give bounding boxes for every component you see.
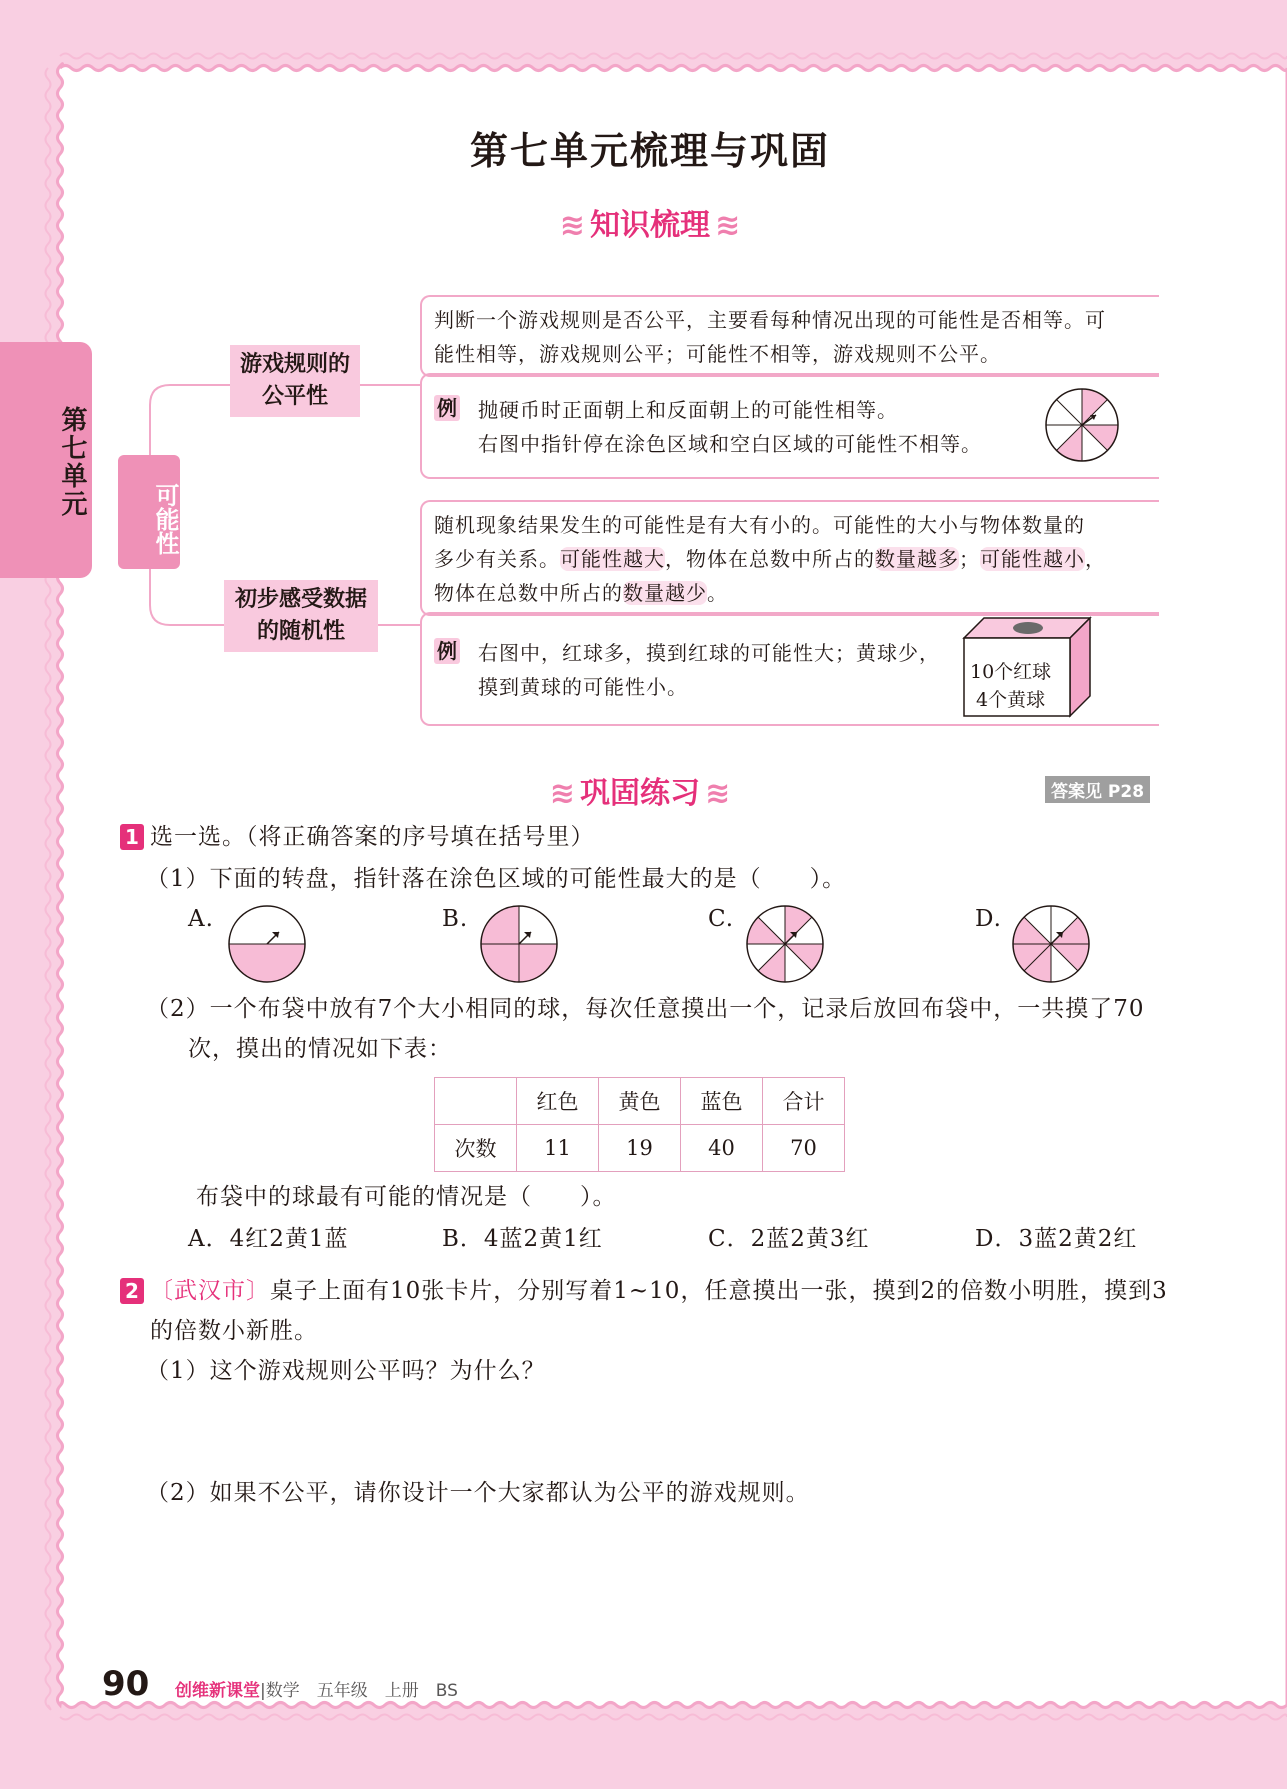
table-row	[435, 1078, 845, 1125]
q1-sub2-line: （2）一个布袋中放有7个大小相同的球，每次任意摸出一个，记录后放回布袋中，一共摸了70	[146, 996, 1145, 1022]
branch-label-line: 游戏规则的	[239, 352, 350, 377]
q1-title: 选一选。（将正确答案的序号填在括号里）	[150, 824, 595, 850]
highlight: 数量越少	[623, 581, 707, 605]
branch-label-line: 公平性	[261, 384, 328, 409]
ball-draw-table	[434, 1077, 845, 1172]
randomness-text-box	[420, 500, 1159, 616]
fairness-text-box	[420, 295, 1159, 377]
ball-box-labels	[970, 658, 1051, 714]
table-cell: 11	[517, 1125, 599, 1172]
randomness-example-line: 右图中，红球多，摸到红球的可能性大；黄球少，	[478, 641, 940, 665]
q2-sub2: （2）如果不公平，请你设计一个大家都认为公平的游戏规则。	[146, 1480, 810, 1506]
knowledge-heading	[545, 200, 755, 244]
unit-side-tab-label: 第七单元	[57, 406, 87, 518]
fairness-example-box	[420, 373, 1159, 479]
randomness-example-line: 摸到黄球的可能性小。	[478, 675, 688, 699]
randomness-text-line: 多少有关系。可能性越大，物体在总数中所占的数量越多；可能性越小，	[434, 547, 1106, 571]
wave-left-icon: ≋	[559, 208, 585, 243]
footer-info: 数学 五年级 上册 BS	[265, 1681, 458, 1701]
center-label-box	[118, 455, 180, 569]
footer-separator: |	[260, 1681, 266, 1701]
practice-heading-label: 巩固练习	[580, 776, 700, 811]
ball-box-label: 10个红球	[970, 661, 1052, 683]
fairness-text-line: 判断一个游戏规则是否公平，主要看每种情况出现的可能性是否相等。可	[434, 308, 1106, 332]
example-tag: 例	[434, 638, 460, 664]
practice-heading	[530, 768, 750, 812]
table-cell: 次数	[435, 1125, 517, 1172]
spinner-option-label: D.	[975, 906, 1002, 932]
randomness-text-line: 物体在总数中所占的数量越少。	[434, 581, 728, 605]
footer-brand: 创维新课堂	[175, 1681, 260, 1701]
branch-label-line: 初步感受数据	[234, 587, 367, 612]
branch-label-fairness	[230, 345, 360, 417]
spinner-d-icon	[1010, 903, 1092, 985]
highlight: 可能性越大	[560, 547, 665, 571]
fairness-example-line: 右图中指针停在涂色区域和空白区域的可能性不相等。	[478, 432, 982, 456]
spinner-option-label: B.	[442, 906, 469, 932]
highlight: 数量越多	[875, 547, 959, 571]
q1-sub2-option: B．4蓝2黄1红	[442, 1226, 603, 1252]
footer-line	[175, 1676, 458, 1701]
spinner-c-icon	[744, 903, 826, 985]
table-header-cell: 黄色	[599, 1078, 681, 1125]
branch-label-randomness	[224, 580, 378, 652]
branch-label-line: 的随机性	[256, 619, 345, 644]
highlight: 可能性越小	[980, 547, 1085, 571]
q1-sub2-option: C．2蓝2黄3红	[708, 1226, 870, 1252]
q1-sub1: （1）下面的转盘，指针落在涂色区域的可能性最大的是（ ）。	[146, 866, 847, 892]
spinner-example-icon	[1042, 385, 1122, 465]
page-number: 90	[102, 1664, 150, 1704]
q1-sub2-line: 次，摸出的情况如下表：	[188, 1036, 452, 1062]
fairness-text-line: 能性相等，游戏规则公平；可能性不相等，游戏规则不公平。	[434, 342, 1001, 366]
answer-reference-badge: 答案见 P28	[1045, 776, 1150, 803]
fairness-example-line: 抛硬币时正面朝上和反面朝上的可能性相等。	[478, 398, 898, 422]
q1-sub2-option: A．4红2黄1蓝	[188, 1226, 349, 1252]
unit-side-tab	[0, 342, 92, 578]
wave-right-icon: ≋	[705, 776, 731, 811]
table-cell: 40	[681, 1125, 763, 1172]
example-tag: 例	[434, 395, 460, 421]
table-header-cell	[435, 1078, 517, 1125]
table-header-cell: 红色	[517, 1078, 599, 1125]
wave-left-icon: ≋	[549, 776, 575, 811]
table-cell: 70	[763, 1125, 845, 1172]
page-title: 第七单元梳理与巩固	[469, 129, 830, 173]
table-header-cell: 蓝色	[681, 1078, 763, 1125]
q1-sub2-option: D．3蓝2黄2红	[975, 1226, 1138, 1252]
ball-box-label: 4个黄球	[976, 689, 1046, 711]
randomness-example-box	[420, 612, 1159, 726]
table-cell: 19	[599, 1125, 681, 1172]
q2-line: 〔武汉市〕桌子上面有10张卡片，分别写着1~10，任意摸出一张，摸到2的倍数小明胜，摸到3	[150, 1278, 1168, 1304]
wave-right-icon: ≋	[715, 208, 741, 243]
q1-sub2-question: 布袋中的球最有可能的情况是（ ）。	[196, 1184, 617, 1210]
randomness-text-line: 随机现象结果发生的可能性是有大有小的。可能性的大小与物体数量的	[434, 513, 1085, 537]
spinner-b-icon	[478, 903, 560, 985]
q2-sub1: （1）这个游戏规则公平吗？为什么？	[146, 1358, 546, 1384]
question-number: 2	[120, 1278, 144, 1304]
spinner-a-icon	[226, 903, 308, 985]
table-header-cell: 合计	[763, 1078, 845, 1125]
q2-line: 的倍数小新胜。	[150, 1318, 318, 1344]
question-number: 1	[120, 824, 144, 850]
spinner-option-label: C.	[708, 906, 735, 932]
center-label: 可能性	[151, 483, 179, 555]
q2-source-tag: 〔武汉市〕	[150, 1278, 270, 1304]
table-row	[435, 1125, 845, 1172]
knowledge-heading-label: 知识梳理	[590, 208, 710, 243]
spinner-option-label: A.	[188, 906, 214, 932]
